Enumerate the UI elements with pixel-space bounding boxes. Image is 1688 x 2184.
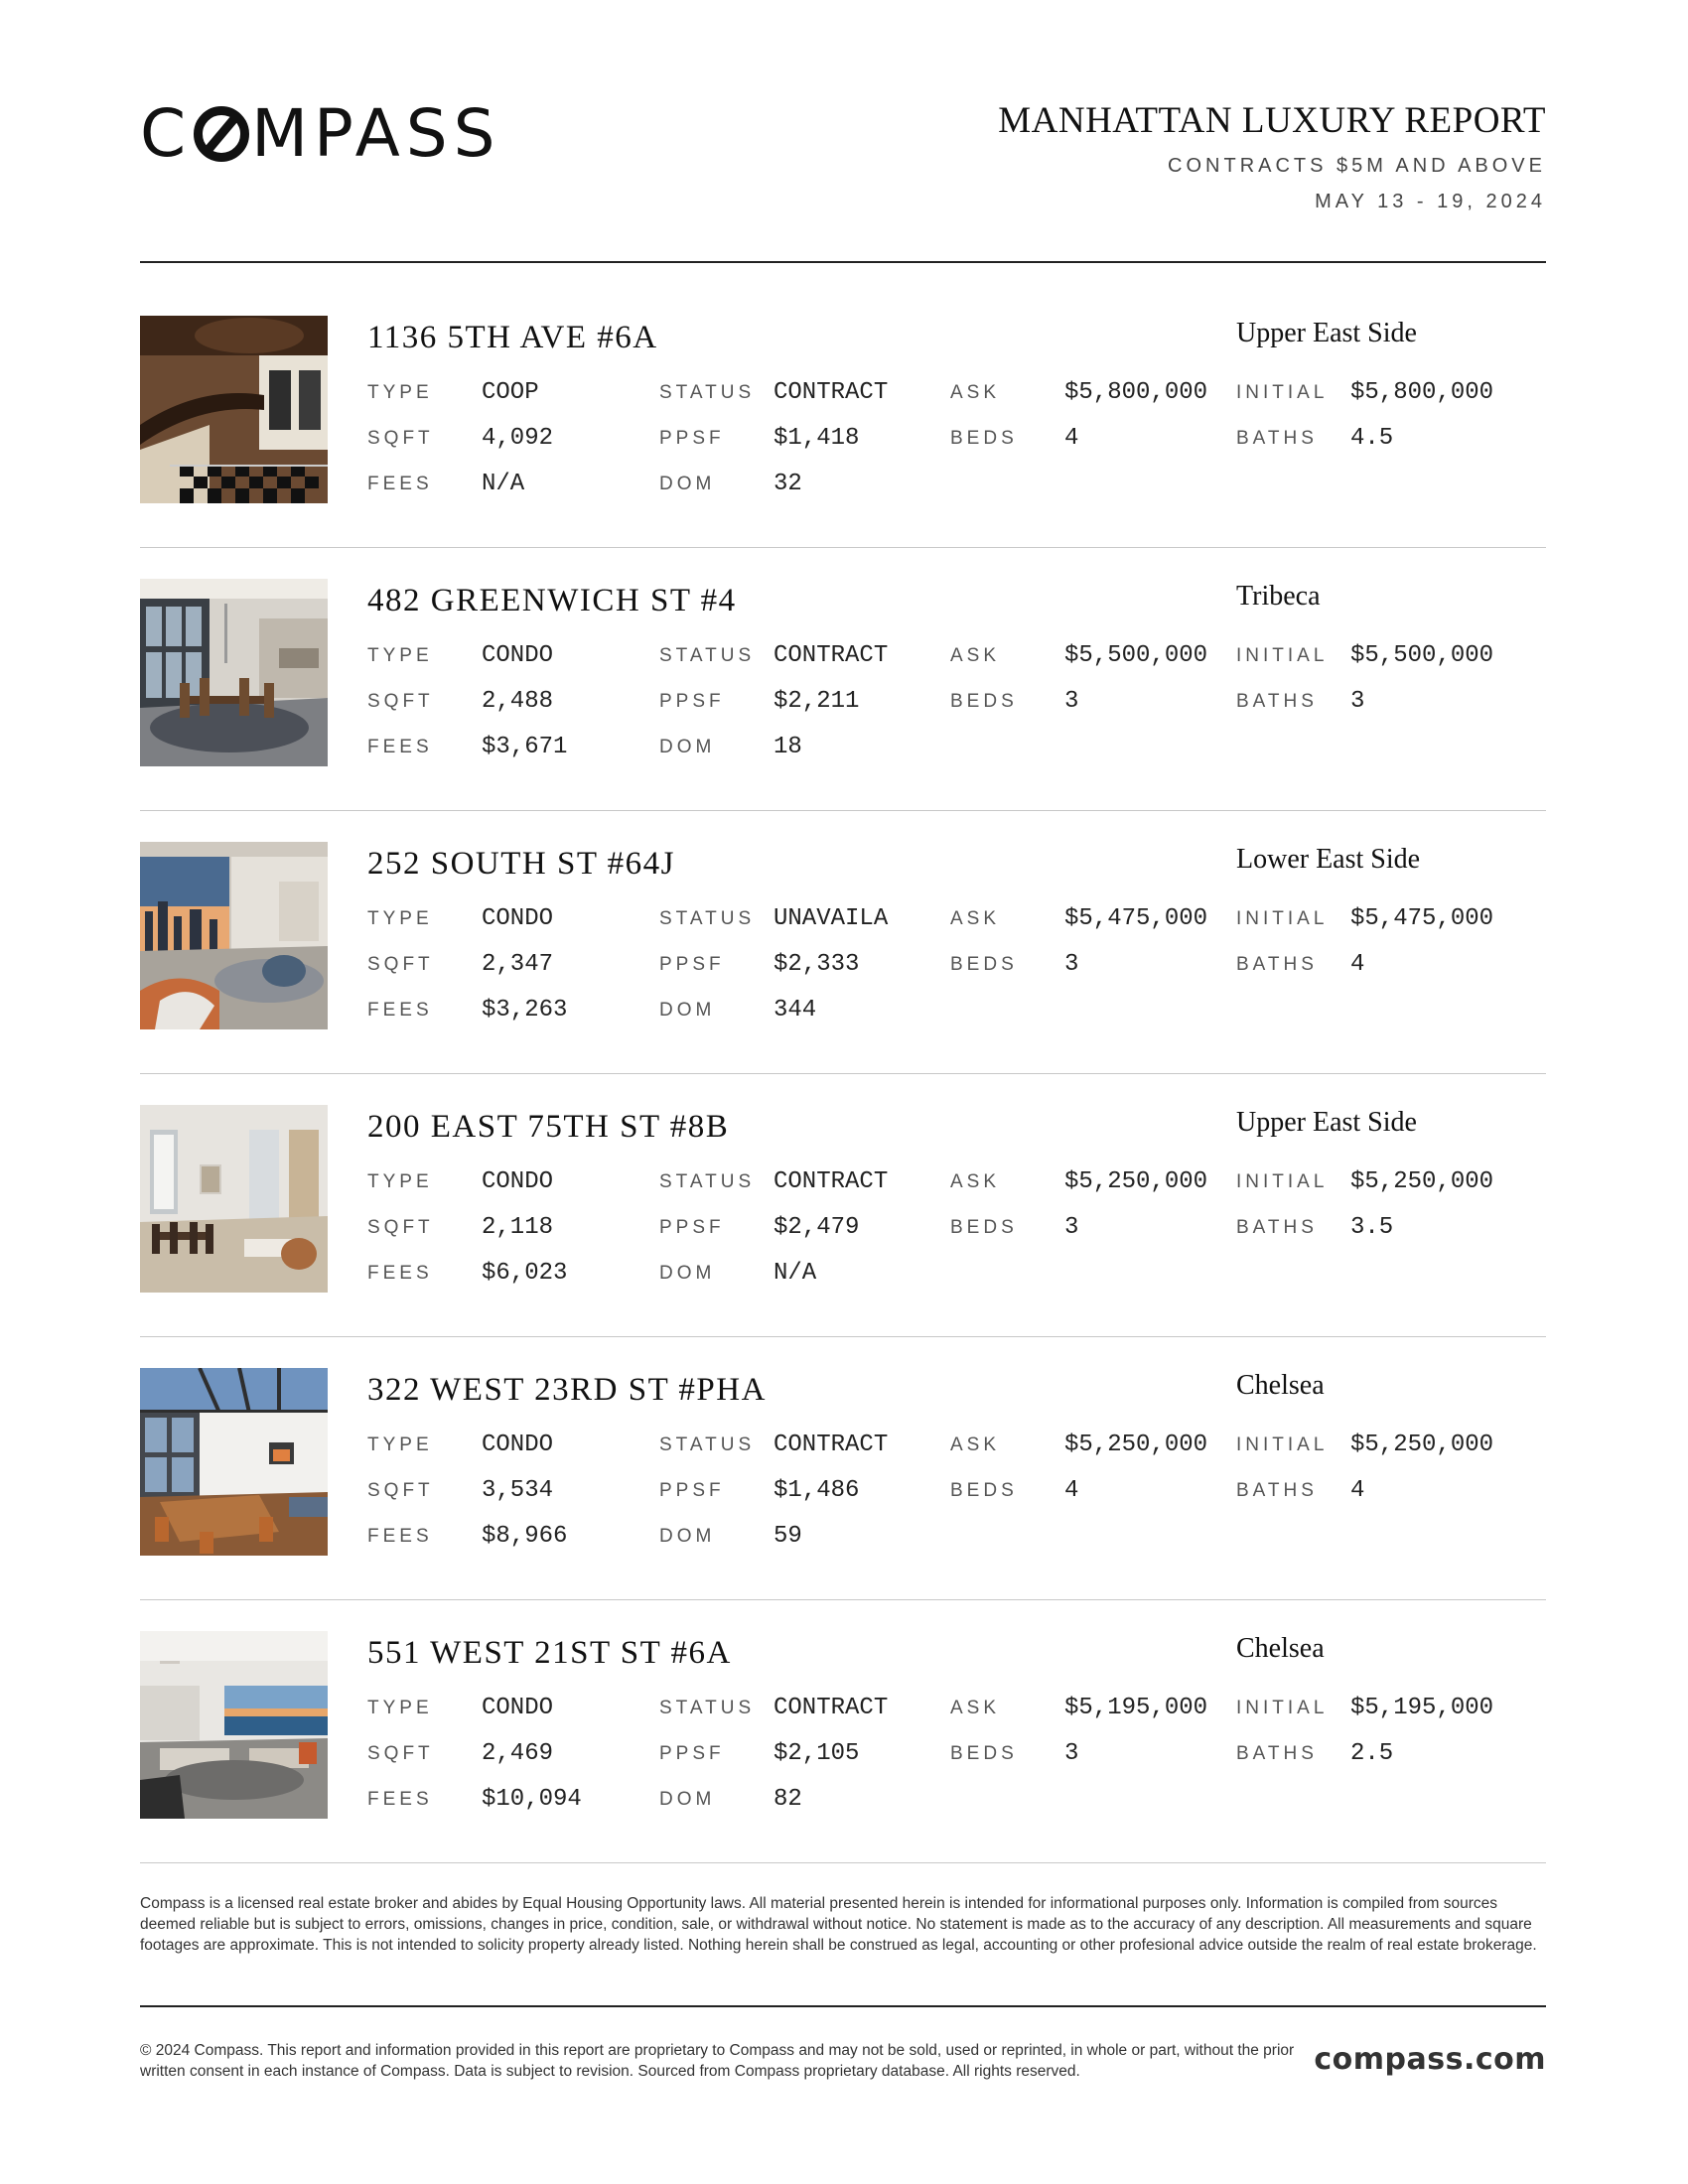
listing-neighborhood: Chelsea: [1236, 1633, 1325, 1664]
ask-value: $5,250,000: [1064, 1168, 1208, 1195]
listing-neighborhood: Lower East Side: [1236, 844, 1421, 875]
listing-address[interactable]: 1136 5TH AVE #6A: [367, 320, 658, 355]
status-value: CONTRACT: [774, 1695, 889, 1721]
ask-label: ASK: [950, 1434, 1001, 1455]
ask-label: ASK: [950, 1698, 1001, 1718]
initial-value: $5,250,000: [1350, 1432, 1494, 1458]
ppsf-label: PPSF: [659, 691, 725, 712]
ppsf-label: PPSF: [659, 1217, 725, 1238]
type-label: TYPE: [367, 382, 433, 403]
listing-row[interactable]: [140, 842, 1546, 1074]
fees-label: FEES: [367, 1526, 433, 1547]
sqft-label: SQFT: [367, 954, 434, 975]
sqft-label: SQFT: [367, 428, 434, 449]
status-value: UNAVAILA: [774, 905, 889, 932]
ask-label: ASK: [950, 1171, 1001, 1192]
disclaimer-text: Compass is a licensed real estate broker and abides by Equal Housing Opportunity laws. All material presented herein is intended for informational purposes only. Information is compiled from sources deemed reliable but is subject to errors, omissions, changes in price, condition, sale, or withdrawal without notice. No statement is made as to the accuracy of any description. All measurements and square footages are approximate. This is not intended to solicity property already listed. Nothing herein shall be construed as legal, accounting or other profesional advice outside the realm of real estate brokerage.: [140, 1895, 1537, 1954]
type-label: TYPE: [367, 645, 433, 666]
baths-label: BATHS: [1236, 1480, 1318, 1501]
beds-label: BEDS: [950, 428, 1018, 449]
sqft-value: 2,118: [482, 1214, 554, 1241]
type-label: TYPE: [367, 1171, 433, 1192]
ppsf-label: PPSF: [659, 1480, 725, 1501]
compass-logo[interactable]: [140, 95, 501, 172]
dom-label: DOM: [659, 1789, 716, 1810]
baths-value: 3.5: [1350, 1214, 1394, 1241]
fees-label: FEES: [367, 737, 433, 757]
fees-label: FEES: [367, 1263, 433, 1284]
beds-value: 4: [1064, 1477, 1079, 1504]
type-value: CONDO: [482, 1695, 554, 1721]
initial-label: INITIAL: [1236, 1434, 1329, 1455]
initial-value: $5,475,000: [1350, 905, 1494, 932]
ppsf-value: $2,211: [774, 688, 860, 715]
dom-value: 32: [774, 471, 802, 497]
listing-photo-penthouse: [140, 1368, 328, 1556]
beds-value: 3: [1064, 1740, 1079, 1767]
listing-address[interactable]: 482 GREENWICH ST #4: [367, 583, 737, 618]
listing-row[interactable]: [140, 1631, 1546, 1863]
listing-address[interactable]: 551 WEST 21ST ST #6A: [367, 1635, 732, 1671]
beds-label: BEDS: [950, 691, 1018, 712]
dom-value: 344: [774, 997, 817, 1024]
ask-value: $5,800,000: [1064, 379, 1208, 406]
listing-address[interactable]: 200 EAST 75TH ST #8B: [367, 1109, 730, 1145]
dom-label: DOM: [659, 1263, 716, 1284]
beds-value: 3: [1064, 951, 1079, 978]
baths-label: BATHS: [1236, 1217, 1318, 1238]
listing-neighborhood: Upper East Side: [1236, 1107, 1417, 1138]
status-label: STATUS: [659, 382, 756, 403]
ppsf-value: $1,486: [774, 1477, 860, 1504]
website-link[interactable]: compass.com: [1314, 2042, 1546, 2077]
listing-photo[interactable]: [140, 1105, 328, 1293]
baths-value: 4: [1350, 951, 1365, 978]
baths-label: BATHS: [1236, 691, 1318, 712]
logo-letter-c: C: [140, 95, 193, 172]
status-value: CONTRACT: [774, 642, 889, 669]
listing-neighborhood: Chelsea: [1236, 1370, 1325, 1401]
dom-value: 18: [774, 734, 802, 760]
fees-label: FEES: [367, 1789, 433, 1810]
sqft-value: 2,347: [482, 951, 554, 978]
listings-list: [140, 316, 1546, 1894]
ppsf-value: $2,333: [774, 951, 860, 978]
listing-address[interactable]: 322 WEST 23RD ST #PHA: [367, 1372, 767, 1408]
dom-label: DOM: [659, 1526, 716, 1547]
ppsf-value: $2,105: [774, 1740, 860, 1767]
ppsf-label: PPSF: [659, 954, 725, 975]
listing-row[interactable]: [140, 316, 1546, 548]
ppsf-value: $2,479: [774, 1214, 860, 1241]
baths-value: 4.5: [1350, 425, 1394, 452]
status-label: STATUS: [659, 645, 756, 666]
dom-value: 59: [774, 1523, 802, 1550]
baths-value: 4: [1350, 1477, 1365, 1504]
initial-label: INITIAL: [1236, 382, 1329, 403]
footer-divider: [140, 2005, 1546, 2007]
ask-value: $5,475,000: [1064, 905, 1208, 932]
type-value: CONDO: [482, 1168, 554, 1195]
beds-label: BEDS: [950, 954, 1018, 975]
sqft-label: SQFT: [367, 1480, 434, 1501]
sqft-label: SQFT: [367, 1743, 434, 1764]
beds-value: 3: [1064, 688, 1079, 715]
compass-o-icon: [194, 106, 249, 162]
listing-photo-living-room: [140, 842, 328, 1029]
sqft-value: 2,488: [482, 688, 554, 715]
fees-label: FEES: [367, 1000, 433, 1021]
dom-value: N/A: [774, 1260, 817, 1287]
sqft-value: 4,092: [482, 425, 554, 452]
fees-value: $3,263: [482, 997, 568, 1024]
initial-label: INITIAL: [1236, 1171, 1329, 1192]
header-divider: [140, 261, 1546, 263]
type-label: TYPE: [367, 1434, 433, 1455]
report-date-range: MAY 13 - 19, 2024: [1315, 191, 1546, 212]
fees-value: $8,966: [482, 1523, 568, 1550]
listing-neighborhood: Tribeca: [1236, 581, 1321, 612]
fees-value: $10,094: [482, 1786, 582, 1813]
initial-value: $5,250,000: [1350, 1168, 1494, 1195]
baths-label: BATHS: [1236, 428, 1318, 449]
beds-label: BEDS: [950, 1743, 1018, 1764]
ppsf-value: $1,418: [774, 425, 860, 452]
initial-label: INITIAL: [1236, 645, 1329, 666]
listing-photo[interactable]: [140, 316, 328, 503]
listing-row[interactable]: [140, 579, 1546, 811]
ask-value: $5,500,000: [1064, 642, 1208, 669]
listing-neighborhood: Upper East Side: [1236, 318, 1417, 348]
sqft-label: SQFT: [367, 1217, 434, 1238]
report-header: [140, 95, 1546, 218]
ask-label: ASK: [950, 645, 1001, 666]
status-value: CONTRACT: [774, 1432, 889, 1458]
dom-label: DOM: [659, 737, 716, 757]
initial-value: $5,800,000: [1350, 379, 1494, 406]
fees-value: N/A: [482, 471, 525, 497]
listing-photo[interactable]: [140, 579, 328, 766]
status-label: STATUS: [659, 1171, 756, 1192]
status-label: STATUS: [659, 1434, 756, 1455]
status-label: STATUS: [659, 1698, 756, 1718]
baths-label: BATHS: [1236, 1743, 1318, 1764]
listing-row[interactable]: [140, 1105, 1546, 1337]
baths-value: 2.5: [1350, 1740, 1394, 1767]
report-subtitle: CONTRACTS $5M AND ABOVE: [1168, 155, 1546, 177]
sqft-value: 2,469: [482, 1740, 554, 1767]
ask-label: ASK: [950, 382, 1001, 403]
initial-value: $5,500,000: [1350, 642, 1494, 669]
status-label: STATUS: [659, 908, 756, 929]
status-value: CONTRACT: [774, 1168, 889, 1195]
ppsf-label: PPSF: [659, 428, 725, 449]
ask-label: ASK: [950, 908, 1001, 929]
initial-label: INITIAL: [1236, 908, 1329, 929]
listing-photo-river-view: [140, 1631, 328, 1819]
type-value: CONDO: [482, 642, 554, 669]
dom-label: DOM: [659, 1000, 716, 1021]
status-value: CONTRACT: [774, 379, 889, 406]
ask-value: $5,250,000: [1064, 1432, 1208, 1458]
fees-value: $6,023: [482, 1260, 568, 1287]
type-value: CONDO: [482, 1432, 554, 1458]
listing-photo[interactable]: [140, 1631, 328, 1819]
report-title: MANHATTAN LUXURY REPORT: [998, 100, 1546, 141]
beds-value: 3: [1064, 1214, 1079, 1241]
baths-value: 3: [1350, 688, 1365, 715]
sqft-value: 3,534: [482, 1477, 554, 1504]
listing-photo-staircase: [140, 316, 328, 503]
ppsf-label: PPSF: [659, 1743, 725, 1764]
sqft-label: SQFT: [367, 691, 434, 712]
ask-value: $5,195,000: [1064, 1695, 1208, 1721]
listing-row[interactable]: [140, 1368, 1546, 1600]
beds-label: BEDS: [950, 1217, 1018, 1238]
listing-address[interactable]: 252 SOUTH ST #64J: [367, 846, 676, 882]
listing-photo[interactable]: [140, 842, 328, 1029]
beds-label: BEDS: [950, 1480, 1018, 1501]
fees-label: FEES: [367, 474, 433, 494]
listing-photo[interactable]: [140, 1368, 328, 1556]
initial-value: $5,195,000: [1350, 1695, 1494, 1721]
type-label: TYPE: [367, 908, 433, 929]
type-label: TYPE: [367, 1698, 433, 1718]
fees-value: $3,671: [482, 734, 568, 760]
logo-letters-mpass: MPASS: [251, 95, 501, 172]
dom-value: 82: [774, 1786, 802, 1813]
copyright-text: © 2024 Compass. This report and information provided in this report are proprietary to Compass and may not be sold, used or reprinted, in whole or part, without the prior written consent in each instance of Compass. Data is subject to revision. Sourced from Compass proprietary database. All rights reserved.: [140, 2042, 1295, 2080]
baths-label: BATHS: [1236, 954, 1318, 975]
dom-label: DOM: [659, 474, 716, 494]
type-value: CONDO: [482, 905, 554, 932]
listing-photo-dining: [140, 579, 328, 766]
beds-value: 4: [1064, 425, 1079, 452]
initial-label: INITIAL: [1236, 1698, 1329, 1718]
type-value: COOP: [482, 379, 539, 406]
listing-photo-open-plan: [140, 1105, 328, 1293]
